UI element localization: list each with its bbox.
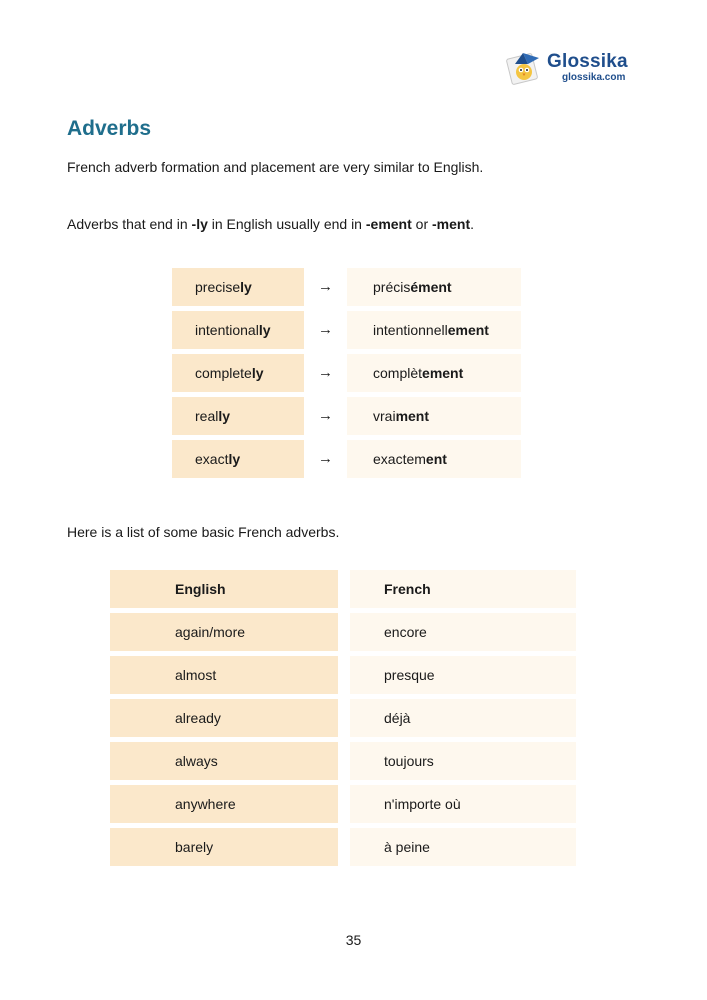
formation-french-cell: vraiment <box>347 397 521 435</box>
ly-rule-end: . <box>470 216 475 232</box>
formation-english-cell: completely <box>172 354 304 392</box>
french-column-header: French <box>350 570 576 608</box>
ly-rule-prefix: Adverbs that end in <box>67 216 192 232</box>
formation-english-cell: intentionally <box>172 311 304 349</box>
table-row-english: already <box>110 699 338 737</box>
formation-english-cell: really <box>172 397 304 435</box>
formation-french-cell: exactement <box>347 440 521 478</box>
arrow-icon: → <box>318 321 333 338</box>
table-row-french: encore <box>350 613 576 651</box>
arrow-icon: → <box>318 407 333 424</box>
table-row-french: déjà <box>350 699 576 737</box>
formation-french-cell: complètement <box>347 354 521 392</box>
table-row-french: n'importe où <box>350 785 576 823</box>
formation-french-cell: précisément <box>347 268 521 306</box>
table-row-french: à peine <box>350 828 576 866</box>
page-title: Adverbs <box>67 117 152 140</box>
brand-url: glossika.com <box>562 72 626 83</box>
english-column-header: English <box>110 570 338 608</box>
formation-french-cell: intentionnellement <box>347 311 521 349</box>
page-number: 35 <box>345 932 362 948</box>
owl-mascot-icon <box>506 50 544 86</box>
table-row-english: anywhere <box>110 785 338 823</box>
table-row-english: again/more <box>110 613 338 651</box>
brand-name: Glossika <box>547 51 628 72</box>
ly-rule-middle: in English usually end in <box>207 216 366 232</box>
ment-suffix: -ment <box>432 216 471 232</box>
arrow-icon: → <box>318 364 333 381</box>
arrow-icon: → <box>318 278 333 295</box>
formation-english-cell: exactly <box>172 440 304 478</box>
table-row-french: toujours <box>350 742 576 780</box>
intro-paragraph: French adverb formation and placement are very similar to English. <box>67 159 484 175</box>
list-intro-paragraph: Here is a list of some basic French adverbs. <box>67 524 340 540</box>
table-row-english: almost <box>110 656 338 694</box>
formation-english-cell: precisely <box>172 268 304 306</box>
ly-rule-or: or <box>411 216 433 232</box>
table-row-french: presque <box>350 656 576 694</box>
arrow-icon: → <box>318 450 333 467</box>
ly-rule-paragraph <box>67 216 474 232</box>
table-row-english: always <box>110 742 338 780</box>
glossika-logo <box>506 50 646 90</box>
ly-suffix: -ly <box>191 216 208 232</box>
table-row-english: barely <box>110 828 338 866</box>
ement-suffix: -ement <box>365 216 412 232</box>
